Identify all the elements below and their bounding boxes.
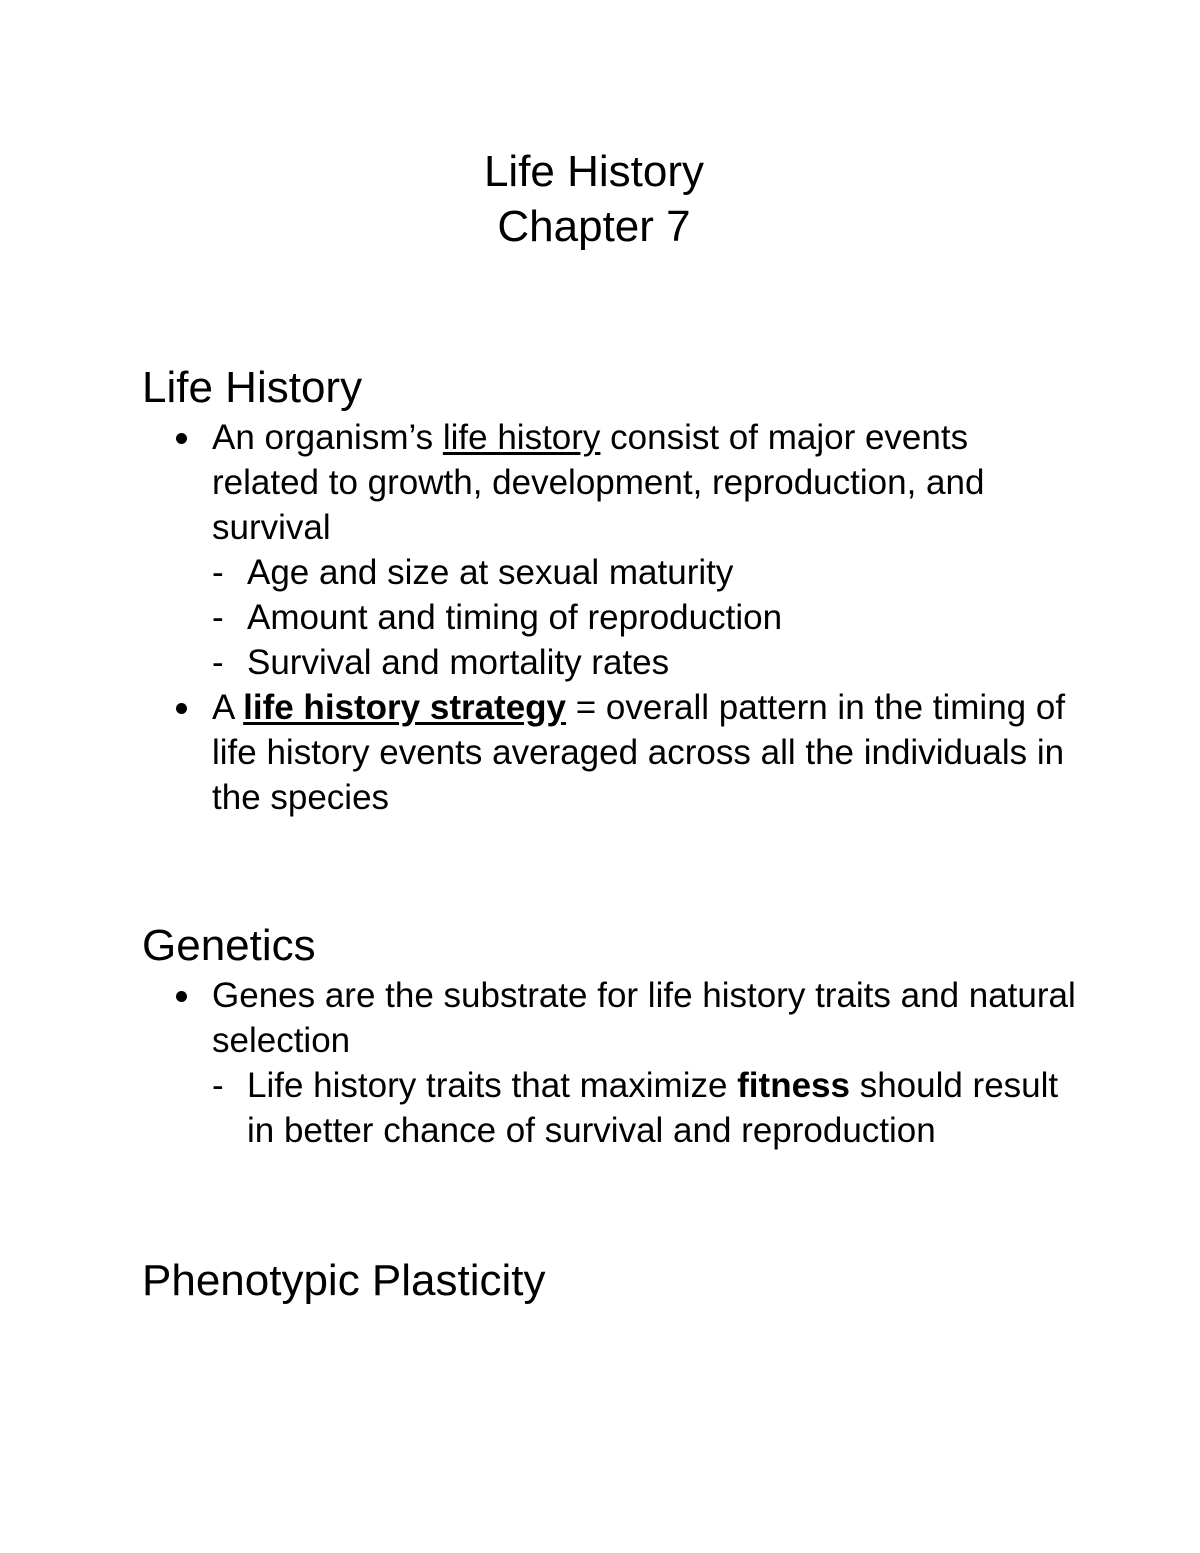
document-subtitle: Chapter 7 <box>497 202 691 251</box>
sub-item <box>212 640 1077 685</box>
bullet-text-post: consist of major events related to growth, development, reproduction, and survival <box>212 418 985 547</box>
bullet-text: Genes are the substrate for life history traits and natural selection <box>212 976 1076 1060</box>
bullet-text-post: = overall pattern in the timing of life history events averaged across all the individuals in the species <box>212 688 1066 817</box>
bullet-text-pre: An organism’s <box>212 418 443 457</box>
dash-marker: - <box>212 598 224 637</box>
sub-item-text-pre: Life history traits that maximize <box>247 1066 738 1105</box>
dash-marker: - <box>212 643 224 682</box>
bullet-text-pre: A <box>212 688 244 727</box>
term-life-history-strategy: life history strategy <box>243 688 567 727</box>
sub-item-text: Age and size at sexual maturity <box>247 553 734 592</box>
dash-marker: - <box>212 553 224 592</box>
sub-item-text: Survival and mortality rates <box>247 643 670 682</box>
bullet-item <box>212 415 1082 550</box>
dash-marker: - <box>212 1066 224 1105</box>
term-life-history: life history <box>442 418 601 457</box>
bullet-item <box>212 685 1082 820</box>
bullet-icon <box>176 703 187 714</box>
sub-item-text: Amount and timing of reproduction <box>247 598 783 637</box>
section-heading-phenotypic-plasticity: Phenotypic Plasticity <box>142 1256 546 1305</box>
section-heading-life-history: Life History <box>142 363 363 412</box>
bullet-icon <box>176 433 187 444</box>
term-fitness: fitness <box>737 1066 850 1105</box>
section-heading-genetics: Genetics <box>142 921 316 970</box>
bullet-item <box>212 973 1082 1063</box>
document-title: Life History <box>483 147 705 196</box>
sub-item <box>212 595 1077 640</box>
sub-item <box>212 550 1077 595</box>
bullet-icon <box>176 991 187 1002</box>
sub-item <box>212 1063 1077 1153</box>
sub-item-text-post: should result in better chance of survival and reproduction <box>247 1066 1059 1150</box>
